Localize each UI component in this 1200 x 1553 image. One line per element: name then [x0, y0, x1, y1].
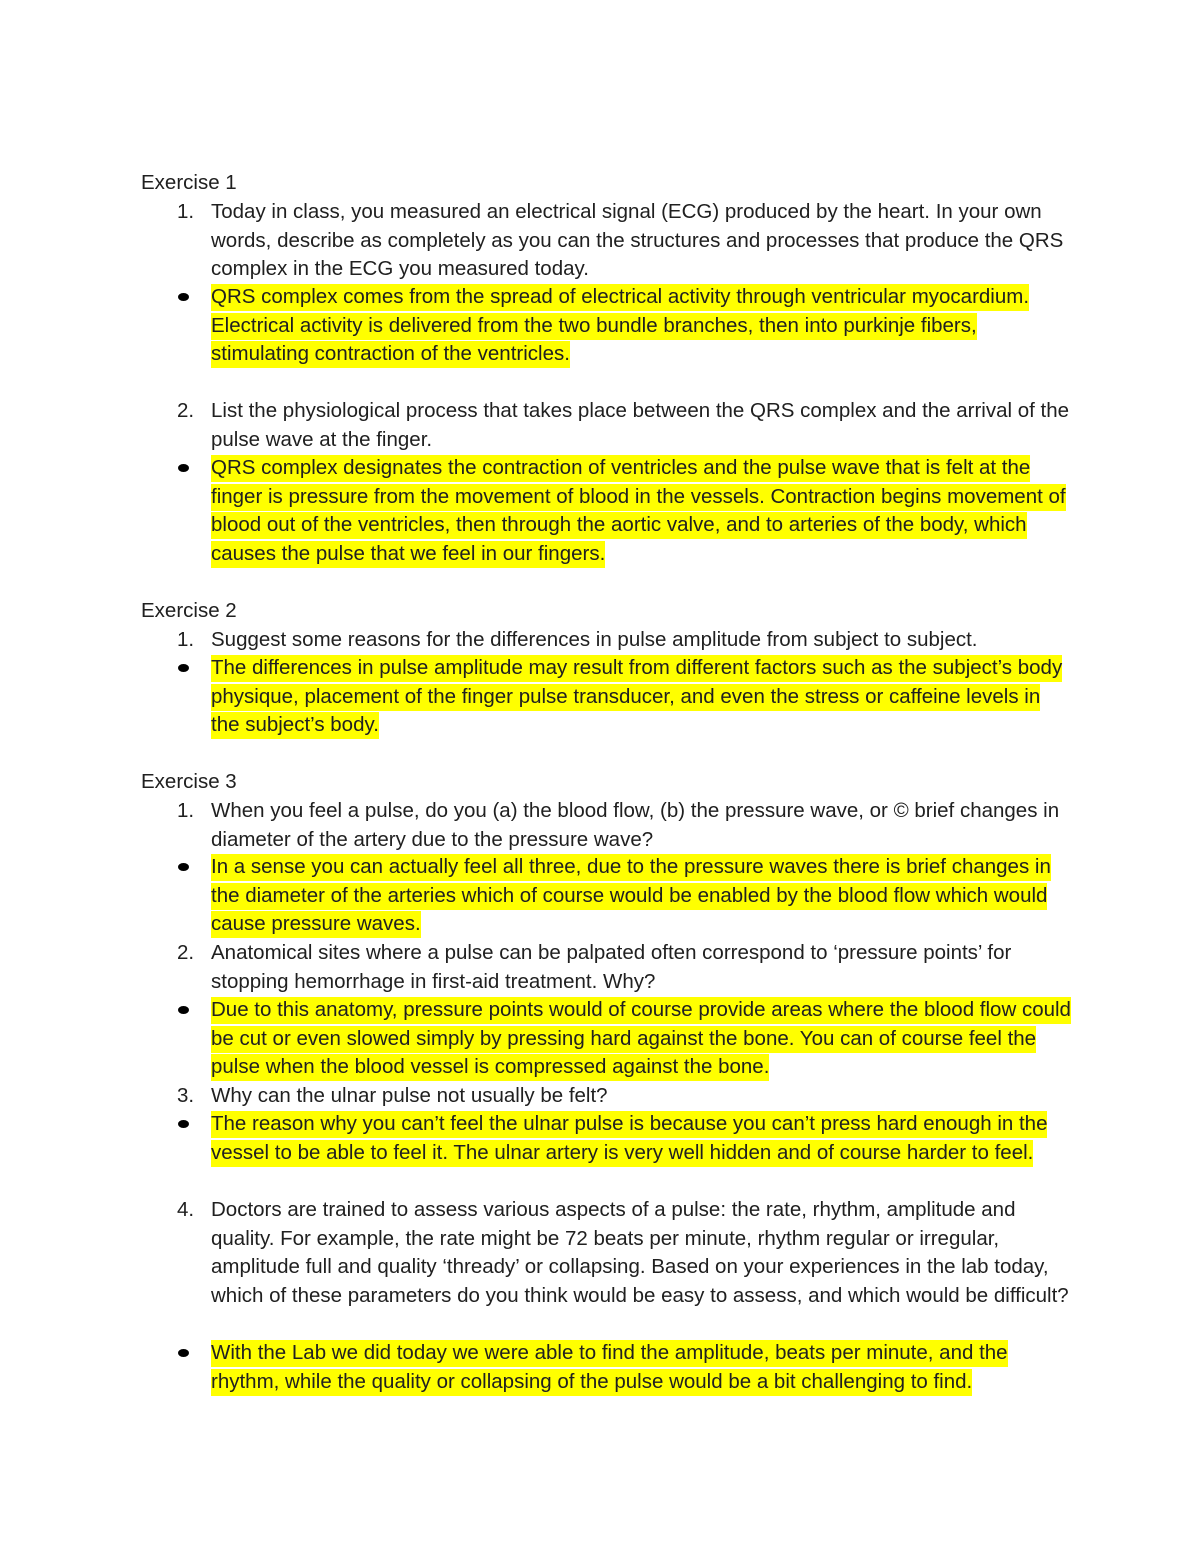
question-text: Why can the ulnar pulse not usually be felt?	[211, 1084, 608, 1107]
exercise-2-heading: Exercise 2	[141, 599, 237, 622]
question-text: Doctors are trained to assess various aspects of a pulse: the rate, rhythm, amplitude and quality. For example, the rate might be 72 beats per minute, rhythm regular or irregular, amplitude full and quality ‘thready’ or collapsing. Based on your experiences in the lab today, which of these parameters do you think would be easy to assess, and which would be difficult?	[211, 1198, 1069, 1307]
highlighted-answer: With the Lab we did today we were able to find the amplitude, beats per minute, and the rhythm, while the quality or collapsing of the pulse would be a bit challenging to find.	[211, 1340, 1008, 1396]
list-number: 4.	[177, 1198, 195, 1221]
question-item	[141, 1196, 1071, 1310]
question-text: Anatomical sites where a pulse can be palpated often correspond to ‘pressure points’ for stopping hemorrhage in first-aid treatment. Why?	[211, 941, 1012, 993]
list-number: 2.	[177, 941, 195, 964]
question-item	[141, 198, 1071, 284]
answer-item	[141, 654, 1071, 740]
exercise-1-heading: Exercise 1	[141, 171, 237, 194]
question-item	[141, 797, 1071, 854]
answer-item	[141, 996, 1071, 1082]
bullet-icon	[178, 863, 189, 871]
highlighted-answer: QRS complex designates the contraction of ventricles and the pulse wave that is felt at the finger is pressure from the movement of blood in the vessels. Contraction begins movement of blood out of the ventricles, then through the aortic valve, and to arteries of the body, which causes the pulse that we feel in our fingers.	[211, 455, 1066, 568]
answer-item	[141, 1110, 1071, 1167]
question-item	[141, 1082, 1071, 1111]
question-text: When you feel a pulse, do you (a) the blood flow, (b) the pressure wave, or © brief changes in diameter of the artery due to the pressure wave?	[211, 799, 1060, 851]
highlighted-answer: In a sense you can actually feel all three, due to the pressure waves there is brief changes in the diameter of the arteries which of course would be enabled by the blood flow which would cause pressure waves.	[211, 854, 1051, 938]
answer-item	[141, 853, 1071, 939]
list-number: 2.	[177, 399, 195, 422]
bullet-icon	[178, 293, 189, 301]
highlighted-answer: Due to this anatomy, pressure points would of course provide areas where the blood flow could be cut or even slowed simply by pressing hard against the bone. You can of course feel the pulse when the blood vessel is compressed against the bone.	[211, 997, 1071, 1081]
list-number: 1.	[177, 628, 195, 651]
list-number: 1.	[177, 799, 195, 822]
bullet-icon	[178, 464, 189, 472]
answer-item	[141, 1339, 1071, 1396]
question-item	[141, 939, 1071, 996]
list-number: 3.	[177, 1084, 195, 1107]
answer-item	[141, 283, 1071, 369]
list-number: 1.	[177, 200, 195, 223]
bullet-icon	[178, 1120, 189, 1128]
bullet-icon	[178, 1006, 189, 1014]
highlighted-answer: The differences in pulse amplitude may result from different factors such as the subject’s body physique, placement of the finger pulse transducer, and even the stress or caffeine levels in the subject’s body.	[211, 655, 1062, 739]
bullet-icon	[178, 1349, 189, 1357]
question-text: Suggest some reasons for the differences in pulse amplitude from subject to subject.	[211, 628, 978, 651]
question-text: List the physiological process that takes place between the QRS complex and the arrival of the pulse wave at the finger.	[211, 399, 1070, 451]
highlighted-answer: The reason why you can’t feel the ulnar pulse is because you can’t press hard enough in the vessel to be able to feel it. The ulnar artery is very well hidden and of course harder to feel.	[211, 1111, 1047, 1167]
question-item	[141, 397, 1071, 454]
exercise-3-heading: Exercise 3	[141, 770, 237, 793]
question-text: Today in class, you measured an electrical signal (ECG) produced by the heart. In your own words, describe as completely as you can the structures and processes that produce the QRS complex in the ECG you measured today.	[211, 200, 1064, 281]
answer-item	[141, 454, 1071, 568]
bullet-icon	[178, 664, 189, 672]
highlighted-answer: QRS complex comes from the spread of electrical activity through ventricular myocardium. Electrical activity is delivered from the two bundle branches, then into purkinje fibers, stimulating contraction of the ventricles.	[211, 284, 1029, 368]
question-item	[141, 626, 1071, 655]
